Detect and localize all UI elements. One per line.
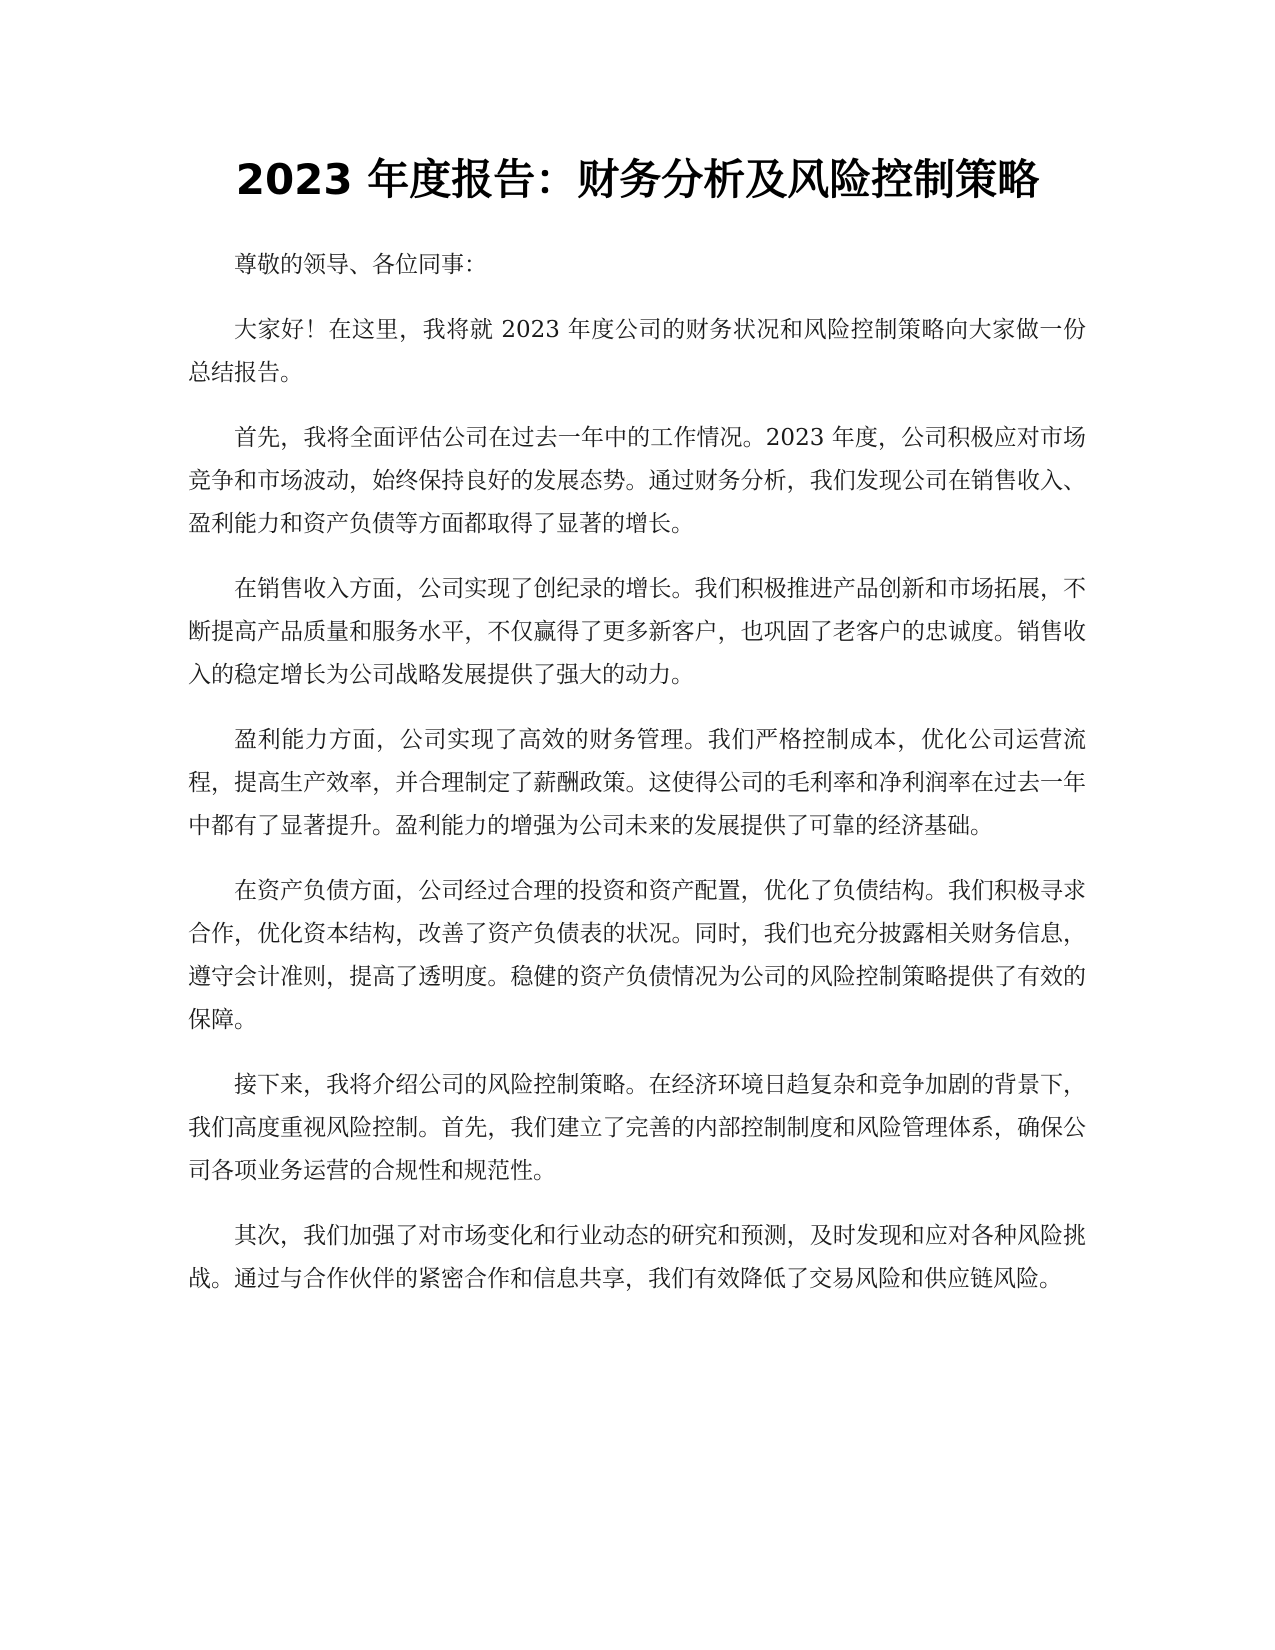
paragraph-sales-revenue: 在销售收入方面，公司实现了创纪录的增长。我们积极推进产品创新和市场拓展，不断提高产品质量和服务水平，不仅赢得了更多新客户，也巩固了老客户的忠诚度。销售收入的稳定增长为公司战略发展提供了强大的动力。 <box>188 576 1086 688</box>
paragraph-risk-control-market: 其次，我们加强了对市场变化和行业动态的研究和预测，及时发现和应对各种风险挑战。通过与合作伙伴的紧密合作和信息共享，我们有效降低了交易风险和供应链风险。 <box>188 1223 1086 1292</box>
document-body <box>188 244 1086 1323</box>
paragraph-greeting: 大家好！在这里，我将就 2023 年度公司的财务状况和风险控制策略向大家做一份总结报告。 <box>188 317 1086 386</box>
salutation: 尊敬的领导、各位同事： <box>234 252 487 278</box>
paragraph-assets-liabilities: 在资产负债方面，公司经过合理的投资和资产配置，优化了负债结构。我们积极寻求合作，优化资本结构，改善了资产负债表的状况。同时，我们也充分披露相关财务信息，遵守会计准则，提高了透明度。稳健的资产负债情况为公司的风险控制策略提供了有效的保障。 <box>188 878 1086 1033</box>
document-title: 2023 年度报告：财务分析及风险控制策略 <box>235 155 1040 204</box>
paragraph-risk-control-intro: 接下来，我将介绍公司的风险控制策略。在经济环境日趋复杂和竞争加剧的背景下，我们高度重视风险控制。首先，我们建立了完善的内部控制制度和风险管理体系，确保公司各项业务运营的合规性和规范性。 <box>188 1072 1086 1184</box>
paragraph-overview: 首先，我将全面评估公司在过去一年中的工作情况。2023 年度，公司积极应对市场竞争和市场波动，始终保持良好的发展态势。通过财务分析，我们发现公司在销售收入、盈利能力和资产负债等方面都取得了显著的增长。 <box>188 425 1086 537</box>
paragraph-profitability: 盈利能力方面，公司实现了高效的财务管理。我们严格控制成本，优化公司运营流程，提高生产效率，并合理制定了薪酬政策。这使得公司的毛利率和净利润率在过去一年中都有了显著提升。盈利能力的增强为公司未来的发展提供了可靠的经济基础。 <box>188 727 1086 839</box>
